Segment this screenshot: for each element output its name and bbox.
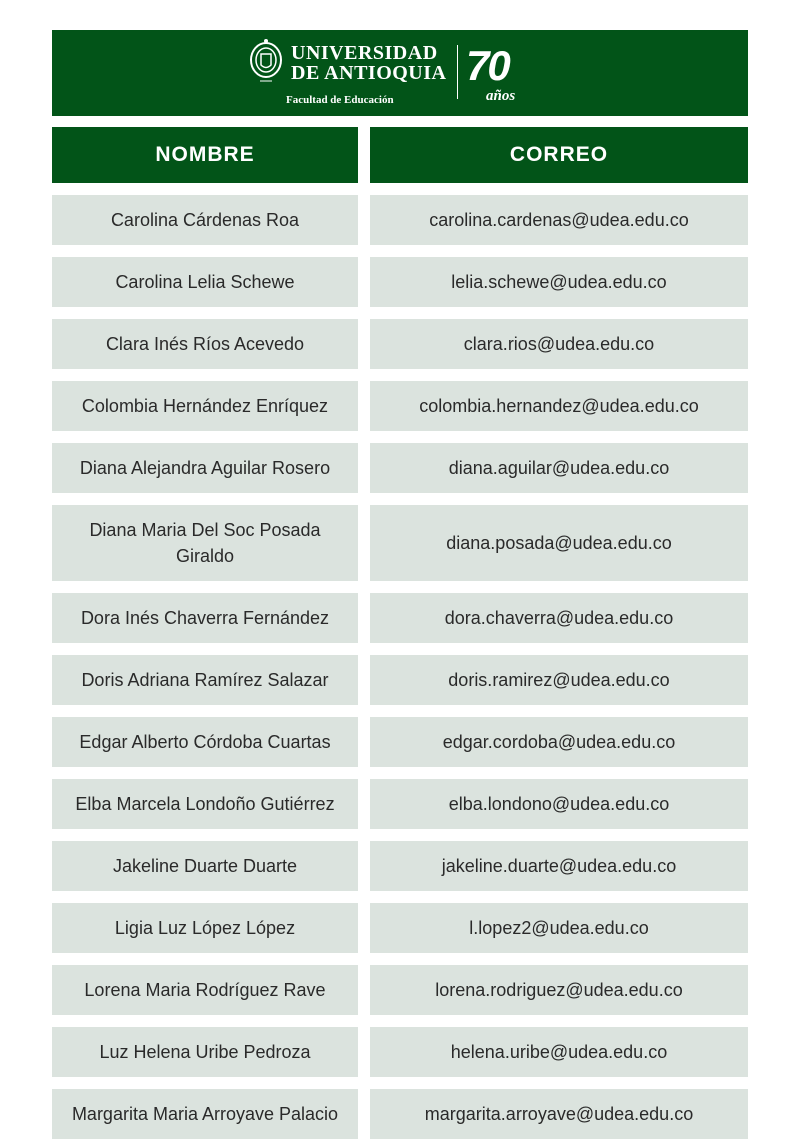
table-row-name: Dora Inés Chaverra Fernández [52, 593, 358, 643]
table-row-email[interactable]: helena.uribe@udea.edu.co [370, 1027, 748, 1077]
table-row-email[interactable]: margarita.arroyave@udea.edu.co [370, 1089, 748, 1139]
table-row-name: Luz Helena Uribe Pedroza [52, 1027, 358, 1077]
table-row-name: Lorena Maria Rodríguez Rave [52, 965, 358, 1015]
table-row-name: Edgar Alberto Córdoba Cuartas [52, 717, 358, 767]
university-name-line1: UNIVERSIDAD [291, 42, 438, 64]
faculty-name: Facultad de Educación [286, 94, 394, 106]
table-row-email[interactable]: carolina.cardenas@udea.edu.co [370, 195, 748, 245]
table-row-email[interactable]: jakeline.duarte@udea.edu.co [370, 841, 748, 891]
table-row-name: Diana Maria Del Soc Posada Giraldo [52, 505, 358, 581]
table-row-name: Carolina Lelia Schewe [52, 257, 358, 307]
table-row-email[interactable]: dora.chaverra@udea.edu.co [370, 593, 748, 643]
university-name-line2: DE ANTIOQUIA [291, 62, 447, 84]
table-row-name: Jakeline Duarte Duarte [52, 841, 358, 891]
table-row-email[interactable]: lorena.rodriguez@udea.edu.co [370, 965, 748, 1015]
table-row-email[interactable]: doris.ramirez@udea.edu.co [370, 655, 748, 705]
table-row-email[interactable]: diana.aguilar@udea.edu.co [370, 443, 748, 493]
table-row-name: Doris Adriana Ramírez Salazar [52, 655, 358, 705]
table-row-email[interactable]: clara.rios@udea.edu.co [370, 319, 748, 369]
table-row-name: Margarita Maria Arroyave Palacio [52, 1089, 358, 1139]
table-row-name: Ligia Luz López López [52, 903, 358, 953]
table-row-name: Elba Marcela Londoño Gutiérrez [52, 779, 358, 829]
column-header-email: CORREO [370, 127, 748, 183]
logo-divider [457, 45, 458, 99]
column-header-name: NOMBRE [52, 127, 358, 183]
table-row-email[interactable]: colombia.hernandez@udea.edu.co [370, 381, 748, 431]
table-row-email[interactable]: edgar.cordoba@udea.edu.co [370, 717, 748, 767]
anniversary-number: 70 [466, 42, 509, 89]
table-row-name: Diana Alejandra Aguilar Rosero [52, 443, 358, 493]
anniversary-word: años [486, 88, 516, 104]
table-row-email[interactable]: diana.posada@udea.edu.co [370, 505, 748, 581]
table-row-name: Colombia Hernández Enríquez [52, 381, 358, 431]
table-row-email[interactable]: l.lopez2@udea.edu.co [370, 903, 748, 953]
table-row-email[interactable]: lelia.schewe@udea.edu.co [370, 257, 748, 307]
table-row-name: Clara Inés Ríos Acevedo [52, 319, 358, 369]
university-seal-icon [248, 38, 284, 84]
table-row-name: Carolina Cárdenas Roa [52, 195, 358, 245]
table-row-email[interactable]: elba.londono@udea.edu.co [370, 779, 748, 829]
